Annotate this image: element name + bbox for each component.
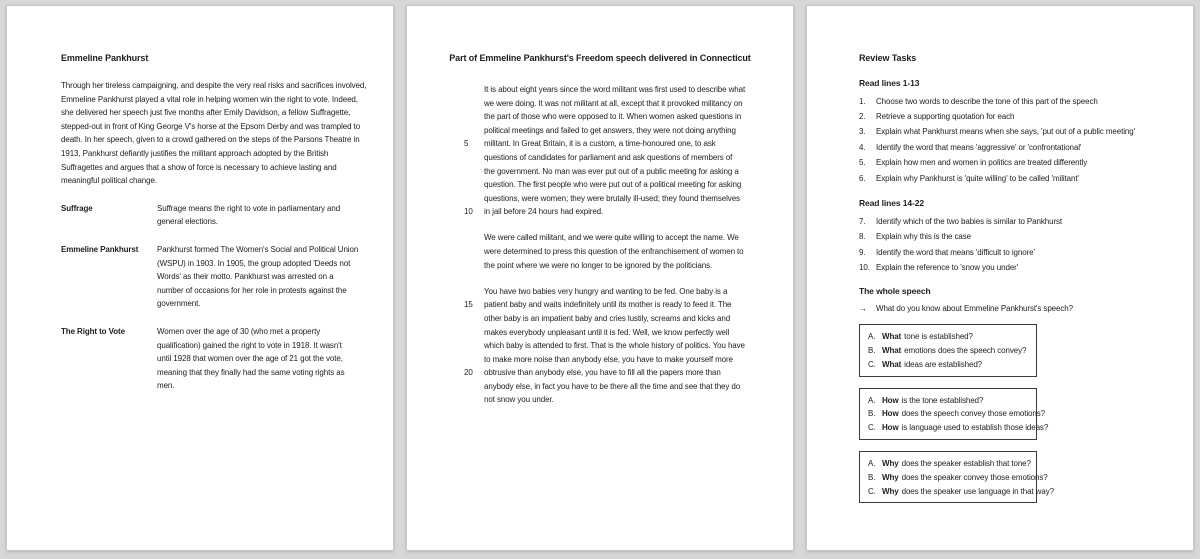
line-number — [464, 178, 484, 192]
arrow-right-icon: → — [859, 303, 867, 313]
question-text: Why does the speaker establish that tone? — [882, 459, 1031, 469]
speech-line-text: political meetings and failed to get answers, they were not doing anything — [484, 125, 736, 135]
task-text: Retrieve a supporting quotation for each — [876, 111, 1015, 121]
task-text: Identify which of the two babies is similar to Pankhurst — [876, 216, 1063, 226]
task-item — [859, 158, 1169, 167]
question-item — [868, 409, 1046, 419]
definition-list — [61, 202, 363, 393]
speech-line — [464, 285, 793, 299]
speech-line-text: the part of those who were opposed to it. When women asked questions in — [484, 112, 742, 122]
intro-line: Suffragettes and argues that a show of force is necessary to achieve lasting and — [61, 162, 337, 172]
speech-line — [464, 380, 793, 394]
task-number: 5. — [859, 158, 866, 168]
speech-paragraph — [464, 231, 793, 272]
question-item — [868, 332, 1028, 341]
task-text: Explain why this is the case — [876, 232, 972, 242]
definition-line: (WSPU) in 1903. In 1905, the group adopted 'Deeds not — [157, 258, 351, 268]
definition-line: Suffrage means the right to vote in parliamentary and — [157, 203, 341, 213]
line-number: 5 — [464, 139, 469, 149]
line-number — [464, 393, 484, 407]
task-item — [859, 248, 1169, 257]
speech-line — [464, 151, 793, 165]
speech-line-text: the point where we were no longer to be ignored by the politicians. — [484, 260, 713, 270]
task-item — [859, 232, 1169, 241]
task-item — [859, 112, 1169, 121]
line-number — [464, 312, 484, 326]
definition-row — [61, 325, 363, 393]
task-number: 4. — [859, 142, 866, 152]
whole-speech-prompt: What do you know about Emmeline Pankhurst's speech? — [876, 303, 1073, 313]
definition-line: number of occasions for her role in protests against the — [157, 285, 347, 295]
definition-line: qualification) gained the right to vote in 1918. It wasn't — [157, 340, 342, 350]
intro-line: death. In her speech, given to a crowd gathered on the steps of the Parsons Theatre in — [61, 135, 360, 145]
definition-row — [61, 202, 363, 229]
task-number: 1. — [859, 96, 866, 106]
question-letter: A. — [868, 395, 876, 405]
section-heading: Read lines 1-13 — [859, 78, 920, 88]
question-keyword: How — [882, 409, 899, 419]
line-number: 10 — [464, 207, 473, 217]
speech-line — [464, 312, 793, 326]
speech-paragraph — [464, 285, 793, 407]
question-boxes — [859, 324, 1169, 503]
question-text: What emotions does the speech convey? — [882, 346, 1027, 356]
question-keyword: What — [882, 346, 902, 356]
line-number — [464, 110, 484, 124]
speech-line-text: obtrusive than anybody else, you have to fill all the papers more than — [484, 368, 721, 378]
task-item — [859, 263, 1169, 272]
task-text: Explain why Pankhurst is 'quite willing' to be called 'militant' — [876, 173, 1079, 183]
line-number — [464, 285, 484, 299]
speech-line — [464, 178, 793, 192]
speech-line — [464, 259, 793, 273]
question-keyword: Why — [882, 459, 899, 469]
intro-line: she delivered her speech just five months after Emily Davidson, a fellow Suffragette, — [61, 108, 351, 118]
task-number: 6. — [859, 173, 866, 183]
definition-line: Pankhurst formed The Women's Social and Political Union — [157, 244, 359, 254]
line-number — [464, 165, 484, 179]
question-text: How is language used to establish those ideas? — [882, 423, 1049, 433]
question-text: How is the tone established? — [882, 395, 984, 405]
speech-line — [464, 393, 793, 407]
speech-line-text: questions of candidates for parliament and ask questions of members of — [484, 152, 733, 162]
question-letter: A. — [868, 332, 876, 342]
task-item — [859, 97, 1169, 106]
speech-line — [464, 353, 793, 367]
task-text: Identify the word that means 'difficult to ignore' — [876, 247, 1035, 257]
speech-line-text: anybody else, in fact you have to be there all the time and see that they do — [484, 381, 741, 391]
task-sections — [859, 79, 1169, 272]
speech-line — [464, 245, 793, 259]
question-text: What tone is established? — [882, 332, 973, 342]
page-context — [6, 5, 394, 551]
task-item — [859, 143, 1169, 152]
speech-line — [464, 97, 793, 111]
question-letter: B. — [868, 346, 876, 356]
intro-line: stepped-out in front of King George V's horse at the Epsom Derby and was trampled to — [61, 121, 361, 131]
question-letter: C. — [868, 423, 876, 433]
task-number: 3. — [859, 127, 866, 137]
definition-text — [157, 243, 358, 311]
task-text: Explain the reference to 'snow you under' — [876, 263, 1019, 273]
question-item — [868, 459, 1031, 469]
intro-paragraph — [61, 79, 367, 188]
speech-line — [464, 83, 793, 97]
speech-paragraph — [464, 83, 793, 219]
definition-line: Women over the age of 30 (who met a property — [157, 326, 321, 336]
definition-line: government. — [157, 299, 201, 309]
definition-term: Suffrage — [61, 203, 93, 213]
question-item — [868, 486, 1054, 496]
section-heading: Read lines 14-22 — [859, 198, 925, 209]
speech-line-text: It is about eight years since the word militant was first used to describe what — [484, 85, 746, 94]
page-review-tasks — [806, 5, 1194, 551]
question-letter: B. — [868, 472, 876, 482]
question-item — [868, 360, 1028, 369]
task-number: 10. — [859, 263, 870, 273]
line-number — [464, 192, 484, 206]
intro-line: Emmeline Pankhurst played a vital role in helping women win the right to vote. Indeed, — [61, 94, 358, 104]
task-text: Explain what Pankhurst means when she says, 'put out of a public meeting' — [876, 127, 1136, 137]
page-speech — [406, 5, 794, 551]
definition-term: Emmeline Pankhurst — [61, 244, 139, 254]
question-text: What ideas are established? — [882, 359, 983, 369]
speech-line — [464, 298, 793, 312]
line-number — [464, 151, 484, 165]
speech-line — [464, 192, 793, 206]
definition-term: The Right to Vote — [61, 326, 125, 336]
task-text: Explain how men and women in politics are treated differently — [876, 158, 1088, 168]
question-box — [859, 451, 1054, 503]
intro-line: Through her tireless campaigning, and despite the very real risks and sacrifices involved, — [61, 81, 367, 90]
definition-row — [61, 243, 363, 311]
question-item — [868, 472, 1048, 482]
speech-line — [464, 165, 793, 179]
intro-line: 1913, Pankhurst defiantly justifies the militant approach adopted by the British — [61, 148, 329, 158]
definition-line: meaning that they finally had the same voting rights as — [157, 367, 345, 377]
task-text: Identify the word that means 'aggressive' or 'confrontational' — [876, 142, 1082, 152]
question-item — [868, 346, 1028, 355]
task-item — [859, 217, 1169, 226]
question-keyword: How — [882, 395, 899, 405]
speech-line-text: questions, were women; they were brutally ill-used; they found themselves — [484, 193, 740, 203]
question-letter: C. — [868, 359, 876, 369]
whole-speech-heading: The whole speech — [859, 286, 931, 297]
line-number — [464, 339, 484, 353]
definition-line: general elections. — [157, 217, 218, 227]
task-number: 8. — [859, 232, 866, 242]
speech-line-text: were determined to press this question of the enfranchisement of women to — [484, 247, 744, 257]
definition-line: until 1928 that women over the age of 21 got the vote, — [157, 354, 343, 364]
line-number — [464, 83, 484, 97]
speech-line — [464, 110, 793, 124]
task-item — [859, 174, 1169, 183]
page1-title: Emmeline Pankhurst — [61, 53, 149, 63]
page2-title: Part of Emmeline Pankhurst's Freedom speech delivered in Connecticut — [449, 53, 751, 63]
line-number — [464, 97, 484, 111]
speech-line-text: We were called militant, and we were quite willing to accept the name. We — [484, 233, 739, 243]
task-item — [859, 127, 1169, 136]
speech-line-text: we were doing. It was not militant at all, except that it provoked militancy on — [484, 98, 743, 108]
line-number — [464, 380, 484, 394]
question-item — [868, 396, 1028, 405]
line-number — [464, 326, 484, 340]
speech-line — [464, 137, 793, 151]
whole-speech-prompt-row — [859, 304, 1169, 313]
speech-line — [464, 326, 793, 340]
question-keyword: What — [882, 359, 902, 369]
line-number — [464, 245, 484, 259]
speech-line-text: not snow you under. — [484, 395, 554, 405]
task-text: Choose two words to describe the tone of this part of the speech — [876, 96, 1098, 106]
question-keyword: How — [882, 423, 899, 433]
task-number: 2. — [859, 111, 866, 121]
line-number: 15 — [464, 300, 473, 310]
speech-line — [464, 231, 793, 245]
question-keyword: Why — [882, 472, 899, 482]
speech-line-text: to make more noise than anybody else, you have to make yourself more — [484, 354, 733, 364]
question-item — [868, 423, 1049, 433]
definition-line: men. — [157, 381, 175, 391]
line-number — [464, 259, 484, 273]
question-letter: C. — [868, 486, 876, 496]
question-text: Why does the speaker convey those emotions? — [882, 472, 1048, 482]
definition-text — [157, 325, 345, 393]
task-number: 9. — [859, 247, 866, 257]
question-text: How does the speech convey those emotions? — [882, 409, 1046, 419]
speech-line-text: patient baby and waits indefinitely until its mother is ready to feed it. The — [484, 300, 732, 310]
speech-line-text: in jail before 24 hours had expired. — [484, 207, 604, 217]
question-box — [859, 388, 1049, 440]
question-keyword: Why — [882, 486, 899, 496]
speech-line-text: You have two babies very hungry and wanting to be fed. One baby is a — [484, 286, 728, 296]
intro-line: meaningful political change. — [61, 176, 157, 186]
question-text: Why does the speaker use language in that way? — [882, 486, 1054, 496]
speech-line-text: question. The first people who were put out of a political meeting for asking — [484, 180, 742, 190]
speech-line — [464, 124, 793, 138]
definition-text — [157, 202, 340, 229]
line-number — [464, 124, 484, 138]
task-number: 7. — [859, 216, 866, 226]
speech-line — [464, 366, 793, 380]
line-number — [464, 231, 484, 245]
definition-line: Words' as their motto. Pankhurst was arrested on a — [157, 272, 334, 282]
line-number: 20 — [464, 368, 473, 378]
question-letter: B. — [868, 409, 876, 419]
speech-line — [464, 205, 793, 219]
page3-title: Review Tasks — [859, 53, 917, 63]
speech-line-text: which baby is attended to first. That is the whole history of politics. You have — [484, 341, 745, 351]
question-letter: A. — [868, 459, 876, 469]
speech-line — [464, 339, 793, 353]
line-number — [464, 353, 484, 367]
speech-line-text: the government. No man was ever put out of a public meeting for asking a — [484, 166, 739, 176]
question-keyword: What — [882, 332, 902, 342]
speech-line-text: makes everybody unpleasant until it is fed. Well, we know perfectly well — [484, 327, 730, 337]
speech-line-text: militant. In Great Britain, it is a custom, a time-honoured one, to ask — [484, 139, 716, 149]
speech-text — [464, 83, 793, 407]
question-box — [859, 324, 1037, 376]
speech-line-text: other baby is an impatient baby and cries lustily, screams and kicks and — [484, 313, 731, 323]
